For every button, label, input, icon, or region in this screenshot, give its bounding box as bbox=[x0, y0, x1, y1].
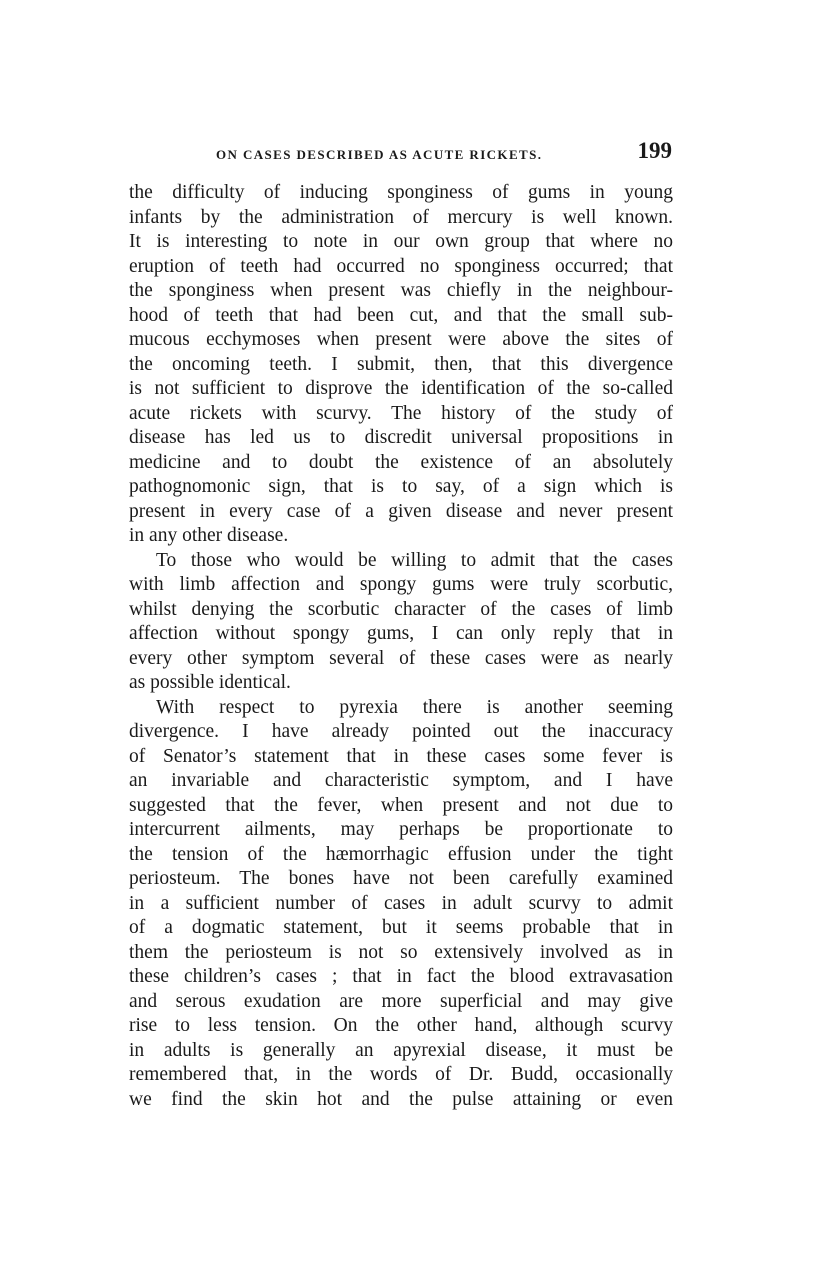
text-line: an invariable and characteristic symptom, and I have bbox=[129, 770, 673, 791]
page-number: 199 bbox=[637, 138, 672, 163]
text-line: affection without spongy gums, I can only reply that in bbox=[129, 623, 673, 644]
text-line: in a sufficient number of cases in adult scurvy to admit bbox=[129, 892, 673, 914]
text-line: in adults is generally an apyrexial disease, it must be bbox=[129, 1039, 673, 1061]
text-line: the difficulty of inducing sponginess of gums in young bbox=[129, 182, 673, 203]
text-line: the oncoming teeth. I submit, then, that this divergence bbox=[129, 353, 673, 375]
text-line: the sponginess when present was chiefly in the neighbour- bbox=[129, 280, 673, 301]
text-line: suggested that the fever, when present and not due to bbox=[129, 794, 673, 816]
text-line: periosteum. The bones have not been carefully examined bbox=[129, 868, 673, 889]
running-head bbox=[130, 138, 672, 168]
text-line: these children’s cases ; that in fact the blood extravasation bbox=[129, 966, 673, 987]
paragraph bbox=[129, 549, 673, 696]
text-line: we find the skin hot and the pulse attaining or even bbox=[129, 1088, 673, 1110]
text-line: rise to less tension. On the other hand, although scurvy bbox=[129, 1015, 673, 1036]
text-line: hood of teeth that had been cut, and that the small sub- bbox=[129, 304, 673, 326]
text-line: as possible identical. bbox=[129, 672, 291, 693]
text-line: remembered that, in the words of Dr. Budd, occasionally bbox=[129, 1064, 673, 1085]
text-line: whilst denying the scorbutic character of the cases of limb bbox=[129, 598, 673, 620]
text-line: in any other disease. bbox=[129, 525, 289, 546]
text-body bbox=[129, 181, 673, 1112]
text-line: To those who would be willing to admit that the cases bbox=[156, 549, 673, 571]
text-line: eruption of teeth had occurred no sponginess occurred; that bbox=[129, 255, 673, 277]
text-line: of Senator’s statement that in these cases some fever is bbox=[129, 745, 673, 767]
text-line: of a dogmatic statement, but it seems probable that in bbox=[129, 917, 673, 938]
text-line: is not sufficient to disprove the identification of the so-called bbox=[129, 378, 673, 399]
text-line: acute rickets with scurvy. The history of the study of bbox=[129, 402, 673, 424]
text-line: medicine and to doubt the existence of an absolutely bbox=[129, 451, 673, 473]
text-line: and serous exudation are more superficial and may give bbox=[129, 990, 673, 1012]
text-line: divergence. I have already pointed out the inaccuracy bbox=[129, 721, 673, 742]
text-line: mucous ecchymoses when present were above the sites of bbox=[129, 329, 673, 350]
text-line: the tension of the hæmorrhagic effusion under the tight bbox=[129, 843, 673, 865]
text-line: infants by the administration of mercury is well known. bbox=[129, 206, 673, 228]
text-line: It is interesting to note in our own group that where no bbox=[129, 231, 673, 252]
text-line: pathognomonic sign, that is to say, of a sign which is bbox=[129, 476, 673, 497]
text-line: disease has led us to discredit universal propositions in bbox=[129, 427, 673, 448]
text-line: present in every case of a given disease and never present bbox=[129, 500, 673, 522]
text-line: with limb affection and spongy gums were truly scorbutic, bbox=[129, 574, 673, 595]
running-title: ON CASES DESCRIBED AS ACUTE RICKETS. bbox=[216, 147, 543, 162]
paragraph bbox=[129, 696, 673, 1113]
text-line: every other symptom several of these cases were as nearly bbox=[129, 647, 673, 669]
paragraph bbox=[129, 181, 673, 549]
text-line: them the periosteum is not so extensively involved as in bbox=[129, 941, 673, 963]
text-line: With respect to pyrexia there is another seeming bbox=[156, 696, 673, 718]
text-line: intercurrent ailments, may perhaps be proportionate to bbox=[129, 819, 673, 840]
